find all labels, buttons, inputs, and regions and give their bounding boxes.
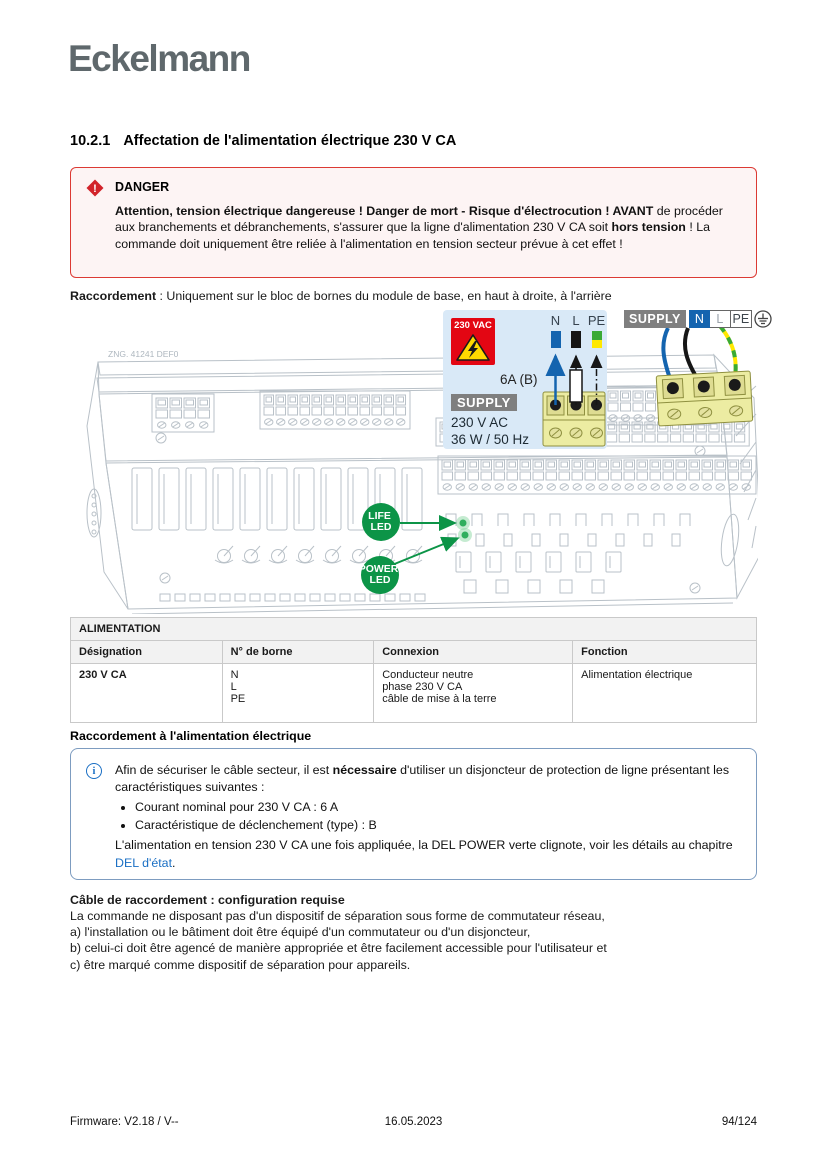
label-l: L	[572, 313, 580, 328]
danger-diamond-icon	[86, 179, 104, 197]
cable-line: La commande ne disposant pas d'un dispositif de séparation sous forme de commutateur réseau,	[70, 909, 605, 924]
cable-requirements	[70, 892, 757, 973]
del-etat-link[interactable]: DEL d'état	[115, 855, 173, 870]
cable-heading: Câble de raccordement : configuration requise	[70, 893, 345, 907]
footer-date: 16.05.2023	[384, 1116, 443, 1128]
svg-text:LIFE LED: LIFE LED	[368, 510, 392, 533]
voltage-warning-sign	[451, 318, 495, 365]
supply-power: 36 W / 50 Hz	[451, 432, 530, 447]
info-text	[115, 762, 740, 872]
cell-connexion: Conducteur neutre phase 230 V CA câble de mise à la terre	[374, 664, 573, 723]
section-title: Affectation de l'alimentation électrique 230 V CA	[123, 133, 457, 149]
high-voltage-triangle-icon	[455, 333, 491, 363]
wiring-diagram	[68, 308, 758, 614]
section-number: 10.2.1	[70, 133, 111, 149]
footer-firmware: Firmware: V2.18 / V--	[70, 1116, 179, 1128]
table-row	[71, 664, 757, 723]
fuse-symbol	[570, 370, 582, 402]
status-leds	[456, 516, 472, 542]
bullet-nominal-current: • Courant nominal pour 230 V CA : 6 A	[135, 799, 740, 816]
cable-line: c) être marqué comme dispositif de séparation pour appareils.	[70, 957, 411, 972]
label-n: N	[550, 313, 561, 328]
footer-page-number: 94/124	[721, 1116, 757, 1128]
info-note-box	[70, 748, 757, 880]
fuse-rating-label: 6A (B)	[500, 372, 538, 387]
supply-detail-panel	[443, 310, 607, 449]
legend-l-cell: L	[710, 310, 731, 328]
label-pe: PE	[587, 313, 606, 328]
info-bullets	[121, 799, 740, 834]
swatch-l-black	[571, 331, 581, 348]
cell-fonction: Alimentation électrique	[573, 664, 757, 723]
alimentation-table	[70, 617, 757, 723]
supply-legend	[624, 310, 772, 328]
supply-voltage: 230 V AC	[451, 415, 509, 430]
info-outro: L'alimentation en tension 230 V CA une fois appliquée, la DEL POWER verte clignote, voir les détails au chapitre DEL d'état.	[115, 838, 733, 870]
legend-n-cell: N	[689, 310, 710, 328]
device-part-label: ZNG. 41241 DEF0	[108, 349, 179, 359]
raccordement-intro: Raccordement : Uniquement sur le bloc de bornes du module de base, en haut à droite, à l'arrière	[70, 289, 612, 303]
legend-pe-cell: PE	[731, 310, 752, 328]
warning-label: 230 VAC	[454, 320, 492, 331]
device-illustration	[68, 308, 758, 614]
power-connection-heading: Raccordement à l'alimentation électrique	[70, 729, 312, 743]
earth-ground-icon	[754, 310, 772, 328]
swatch-pe-green-yellow	[592, 331, 602, 348]
device-supply-terminal-block	[656, 371, 752, 426]
svg-text:POWER LED: POWER LED	[358, 563, 399, 586]
info-intro: Afin de sécuriser le câble secteur, il est nécessaire d'utiliser un disjoncteur de protection de ligne présentant les caractéristiques suivantes :	[115, 763, 730, 795]
section-heading	[70, 133, 456, 149]
page-footer	[70, 1116, 757, 1128]
supply-tag: SUPPLY	[451, 394, 517, 411]
col-borne: N° de borne	[222, 641, 374, 664]
svg-text:!: !	[93, 183, 97, 195]
col-fonction: Fonction	[573, 641, 757, 664]
power-led	[462, 532, 469, 539]
eckelmann-logo: Eckelmann	[68, 38, 250, 79]
info-icon: i	[86, 763, 102, 779]
swatch-n-blue	[551, 331, 561, 348]
col-designation: Désignation	[71, 641, 223, 664]
danger-title: DANGER	[115, 180, 170, 194]
bullet-trip-type: • Caractéristique de déclenchement (type) : B	[135, 817, 740, 834]
table-caption-row	[71, 618, 757, 641]
danger-text: Attention, tension électrique dangereuse ! Danger de mort - Risque d'électrocution ! AVANT de procéder aux branchements et débranchements, s'assurer que la ligne d'alimentation 230 V CA soit hors tension ! La commande doit uniquement être reliée à l'alimentation en tension secteur prévue à cet effet !	[115, 204, 723, 251]
cable-line: a) l'installation ou le bâtiment doit être équipé d'un commutateur ou d'un disjoncteur,	[70, 925, 531, 940]
danger-warning-box	[70, 167, 757, 278]
cable-line: b) celui-ci doit être agencé de manière appropriée et être facilement accessible pour l'utilisateur et	[70, 941, 607, 956]
table-header-row	[71, 641, 757, 664]
life-led	[460, 520, 467, 527]
col-connexion: Connexion	[374, 641, 573, 664]
cell-designation: 230 V CA	[71, 664, 223, 723]
cell-bornes: N L PE	[222, 664, 374, 723]
table-caption: ALIMENTATION	[71, 618, 757, 641]
legend-supply-tag: SUPPLY	[624, 310, 686, 328]
